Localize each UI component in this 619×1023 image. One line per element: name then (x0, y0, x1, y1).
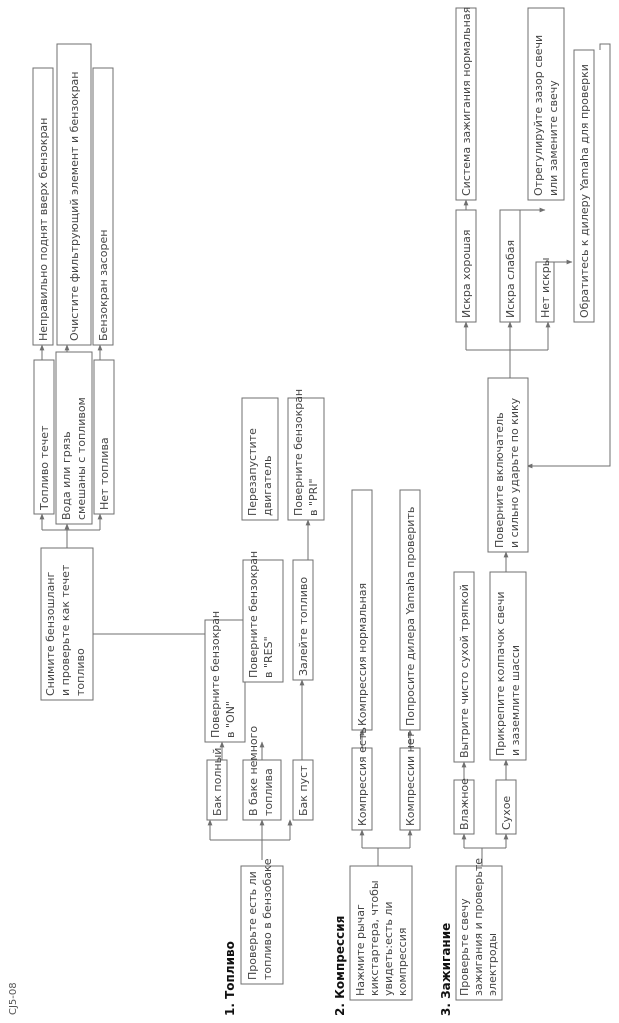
svg-text:и проверьте как течет: и проверьте как течет (59, 564, 72, 696)
node-spark-weak: Искра слабая (504, 239, 517, 318)
svg-text:компрессия: компрессия (396, 927, 409, 996)
svg-text:Вода или грязь: Вода или грязь (60, 431, 73, 520)
node-wipe-plug: Вытрите чисто сухой тряпкой (458, 584, 471, 758)
node-compression-normal: Компрессия нормальная (356, 582, 369, 726)
section-title-compression: 2. Компрессия (333, 915, 347, 1016)
svg-text:В баке немного: В баке немного (247, 725, 260, 816)
node-valve-wrong: Неправильно поднят вверх бензокран (37, 117, 50, 341)
svg-text:Нажмите рычаг: Нажмите рычаг (354, 904, 367, 996)
node-tank-empty: Бак пуст (297, 765, 310, 816)
section-title-fuel: 1. Топливо (223, 941, 237, 1016)
node-no-fuel: Нет топлива (98, 437, 111, 510)
node-contact-dealer: Обратитесь к дилеру Yamaha для проверки (578, 64, 591, 318)
svg-text:электроды: электроды (486, 933, 499, 996)
svg-text:двигатель: двигатель (261, 455, 274, 516)
node-clean-filter: Очистите фильтрующий элемент и бензокран (68, 71, 81, 341)
svg-text:Снимите бензошланг: Снимите бензошланг (44, 571, 57, 696)
node-ask-dealer: Попросите дилера Yamaha проверить (404, 506, 417, 726)
svg-text:Проверьте свечу: Проверьте свечу (458, 898, 471, 996)
node-fill-fuel: Залейте топливо (297, 576, 310, 676)
node-valve-clogged: Бензокран засорен (97, 229, 110, 341)
svg-text:или замените свечу: или замените свечу (547, 80, 560, 196)
svg-text:Проверьте есть ли: Проверьте есть ли (246, 871, 259, 980)
svg-text:топливо: топливо (74, 648, 87, 696)
node-compression-yes: Компрессия есть (356, 727, 369, 826)
node-spark-good: Искра хорошая (460, 229, 473, 318)
svg-text:в "RES": в "RES" (262, 636, 275, 678)
svg-text:Поверните бензокран: Поверните бензокран (209, 610, 222, 738)
svg-text:Поверните бензокран: Поверните бензокран (247, 550, 260, 678)
svg-text:и заземлите шасси: и заземлите шасси (509, 644, 522, 756)
svg-text:в "ON": в "ON" (224, 701, 237, 738)
svg-text:Перезапустите: Перезапустите (246, 428, 259, 516)
svg-text:топливо в бензобаке: топливо в бензобаке (261, 858, 274, 980)
figure-code: CJ5-08 (8, 982, 19, 1015)
svg-text:Прикрепите колпачок свечи: Прикрепите колпачок свечи (494, 591, 507, 756)
node-compression-no: Компрессии нет (404, 731, 417, 826)
node-plug-wet: Влажное (458, 778, 471, 830)
svg-text:кикстартера, чтобы: кикстартера, чтобы (368, 880, 381, 996)
node-ignition-normal: Система зажигания нормальная (460, 6, 473, 196)
svg-text:Поверните включатель: Поверните включатель (493, 412, 506, 548)
node-fuel-flows: Топливо течет (38, 425, 51, 510)
node-plug-dry: Сухое (500, 795, 513, 830)
svg-text:зажигания и проверьте: зажигания и проверьте (472, 857, 485, 996)
svg-text:Поверните бензокран: Поверните бензокран (292, 388, 305, 516)
svg-text:топлива: топлива (262, 768, 275, 816)
svg-text:увидеть:есть ли: увидеть:есть ли (382, 901, 395, 996)
svg-text:смешаны с топливом: смешаны с топливом (75, 397, 88, 520)
svg-text:в "PRI": в "PRI" (307, 478, 320, 516)
node-no-spark: Нет искры (539, 257, 552, 318)
svg-text:и сильно ударьте по кику: и сильно ударьте по кику (508, 397, 521, 548)
section-title-ignition: 3. Зажигание (439, 922, 453, 1016)
svg-text:Отрегулируйте зазор свечи: Отрегулируйте зазор свечи (532, 34, 545, 196)
node-tank-full: Бак полный (211, 747, 224, 816)
